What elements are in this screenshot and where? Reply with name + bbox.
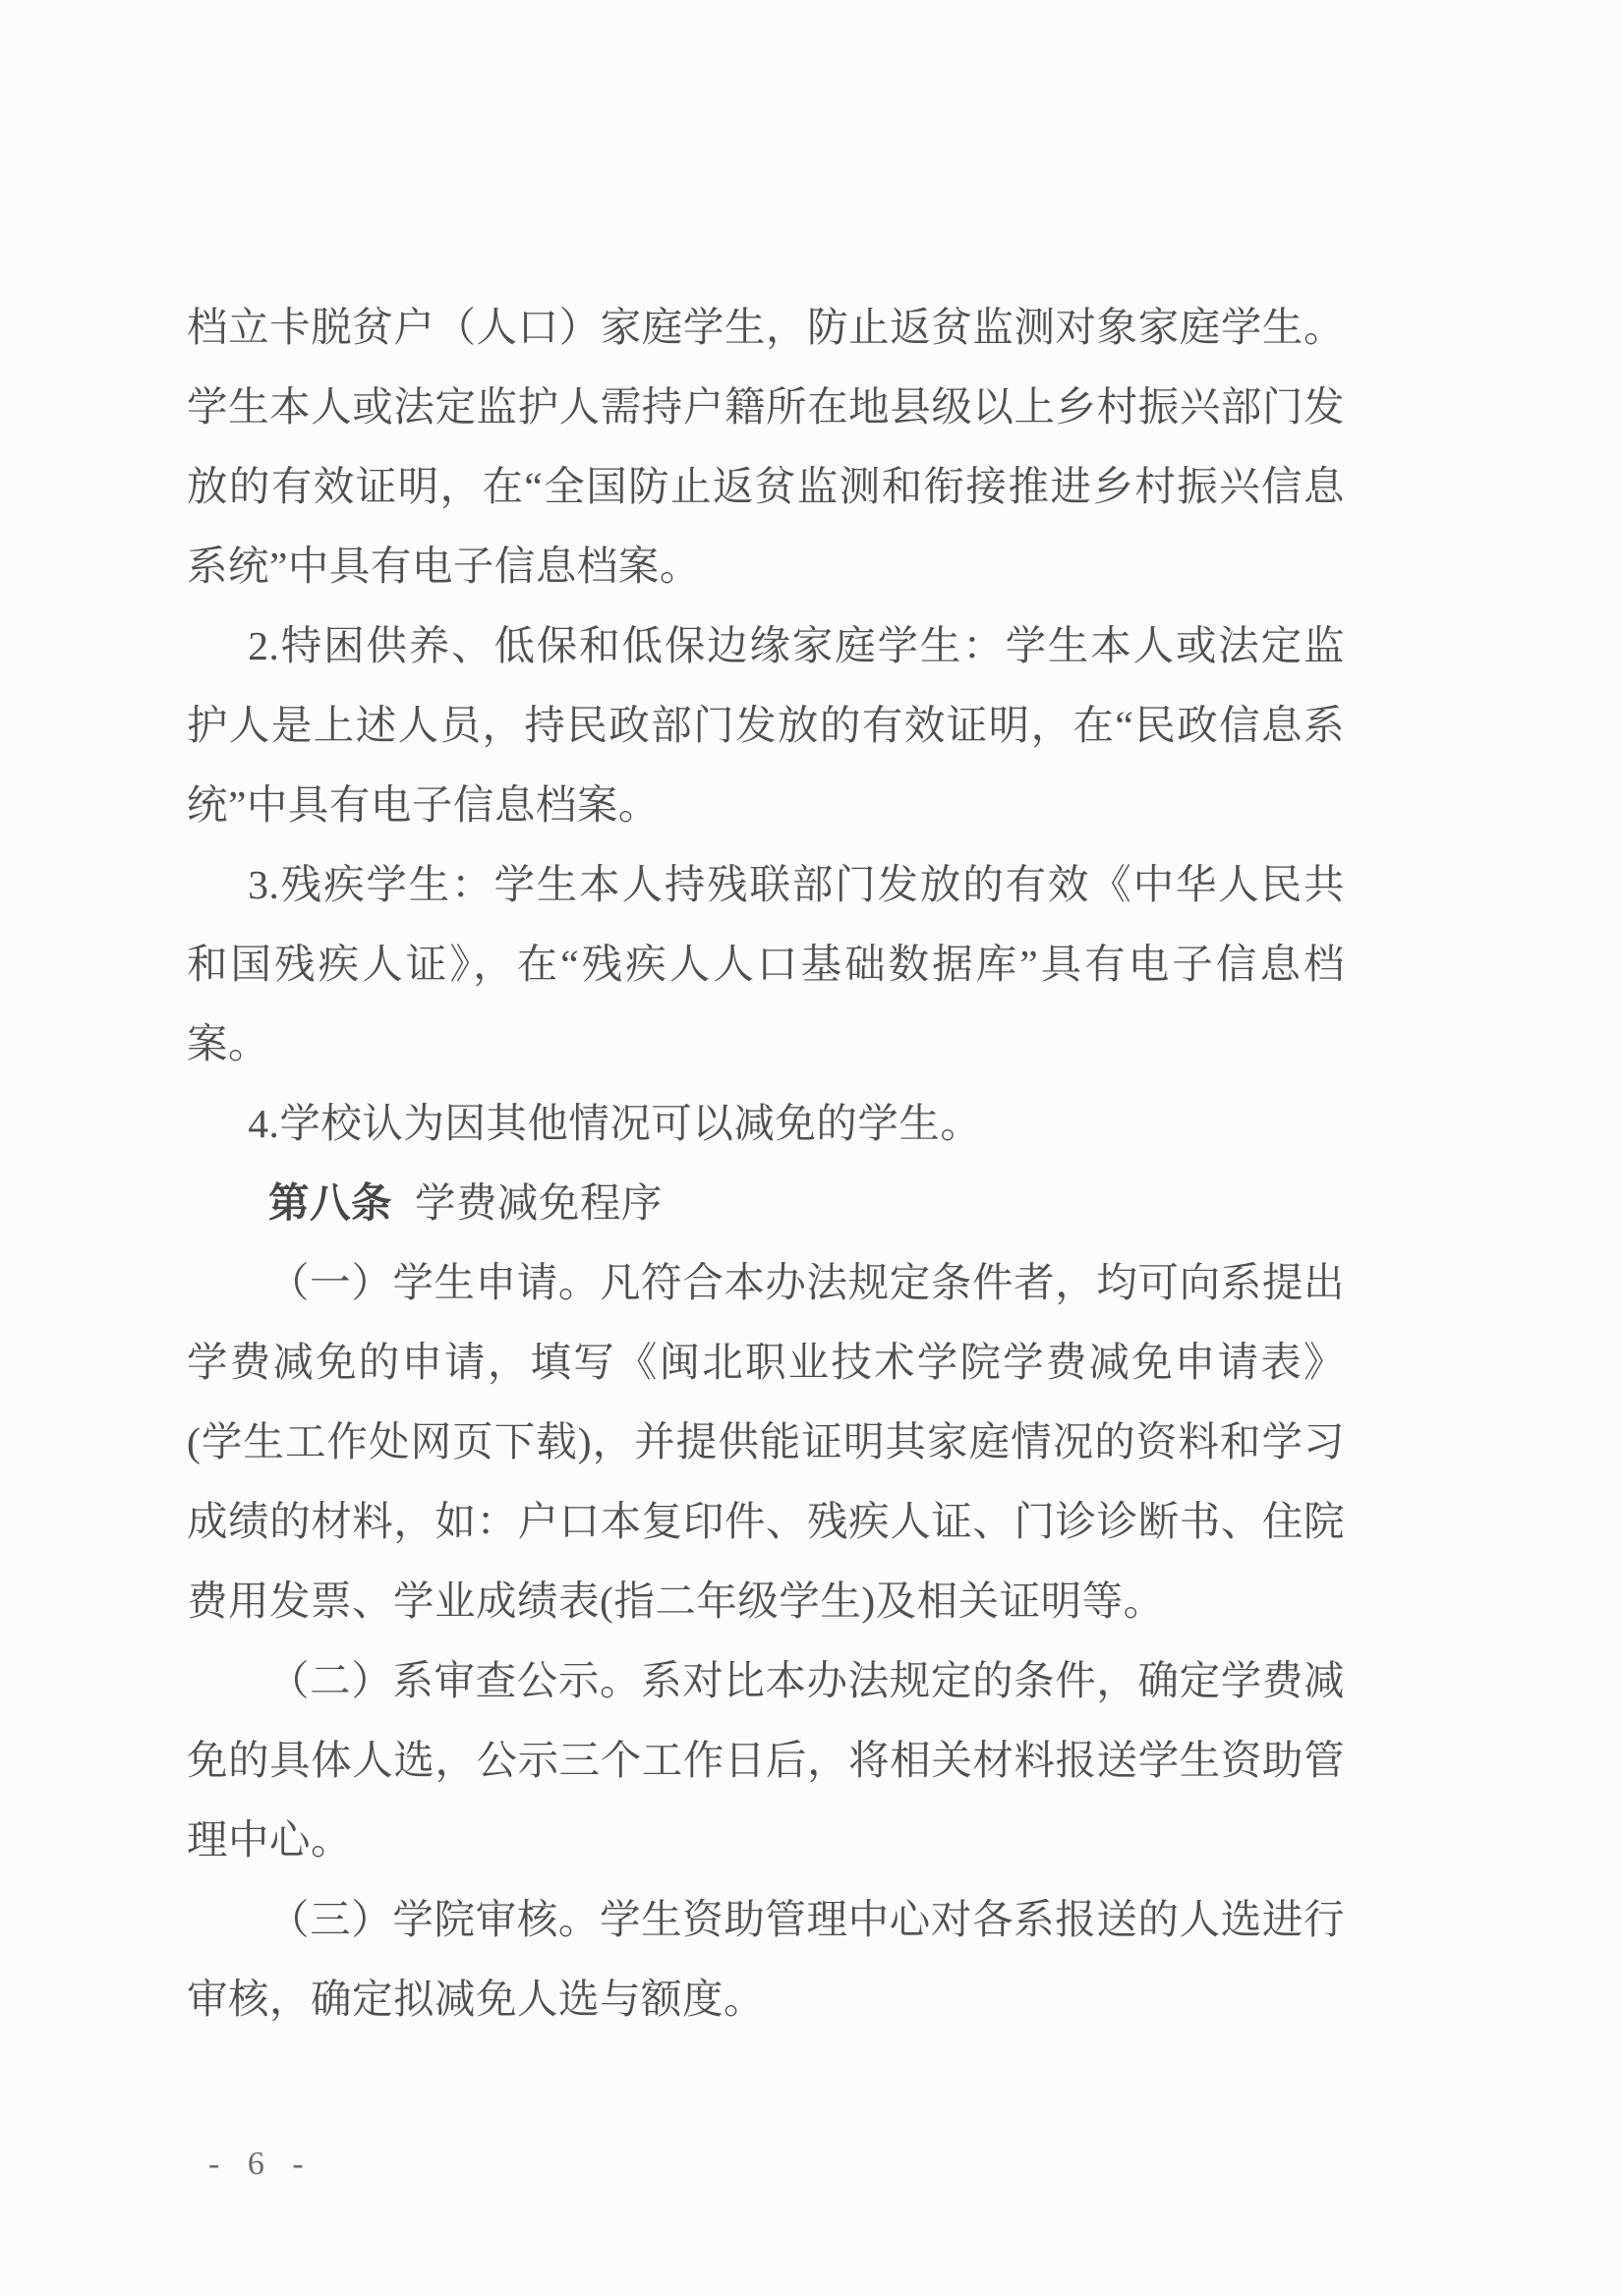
page-number: - 6 - (208, 2146, 311, 2182)
document-body (187, 288, 1345, 2039)
article-8-term: 第八条 (268, 1180, 393, 1226)
paragraph-procedure-2: （二）系审查公示。系对比本办法规定的条件，确定学费减免的具体人选，公示三个工作日后，将相关材料报送学生资助管理中心。 (187, 1658, 1345, 1863)
paragraph-item-2: 2.特困供养、低保和低保边缘家庭学生：学生本人或法定监护人是上述人员，持民政部门发放的有效证明，在“民政信息系统”中具有电子信息档案。 (187, 623, 1345, 828)
paragraph-procedure-3: （三）学院审核。学生资助管理中心对各系报送的人选进行审核，确定拟减免人选与额度。 (187, 1897, 1345, 2022)
paragraph-continuation: 档立卡脱贫户（人口）家庭学生，防止返贫监测对象家庭学生。学生本人或法定监护人需持户籍所在地县级以上乡村振兴部门发放的有效证明，在“全国防止返贫监测和衔接推进乡村振兴信息系统”中具有电子信息档案。 (187, 305, 1345, 589)
paragraph-item-3: 3.残疾学生：学生本人持残联部门发放的有效《中华人民共和国残疾人证》，在“残疾人人口基础数据库”具有电子信息档案。 (187, 862, 1345, 1066)
paragraph-procedure-1: （一）学生申请。凡符合本办法规定条件者，均可向系提出学费减免的申请，填写《闽北职业技术学院学费减免申请表》(学生工作处网页下载)，并提供能证明其家庭情况的资料和学习成绩的材料，如：户口本复印件、残疾人证、门诊诊断书、住院费用发票、学业成绩表(指二年级学生)及相关证明等。 (187, 1260, 1345, 1624)
paragraph-item-4: 4.学校认为因其他情况可以减免的学生。 (248, 1101, 982, 1146)
article-8-title: 学费减免程序 (414, 1180, 663, 1226)
article-8-heading (187, 1164, 1345, 1243)
